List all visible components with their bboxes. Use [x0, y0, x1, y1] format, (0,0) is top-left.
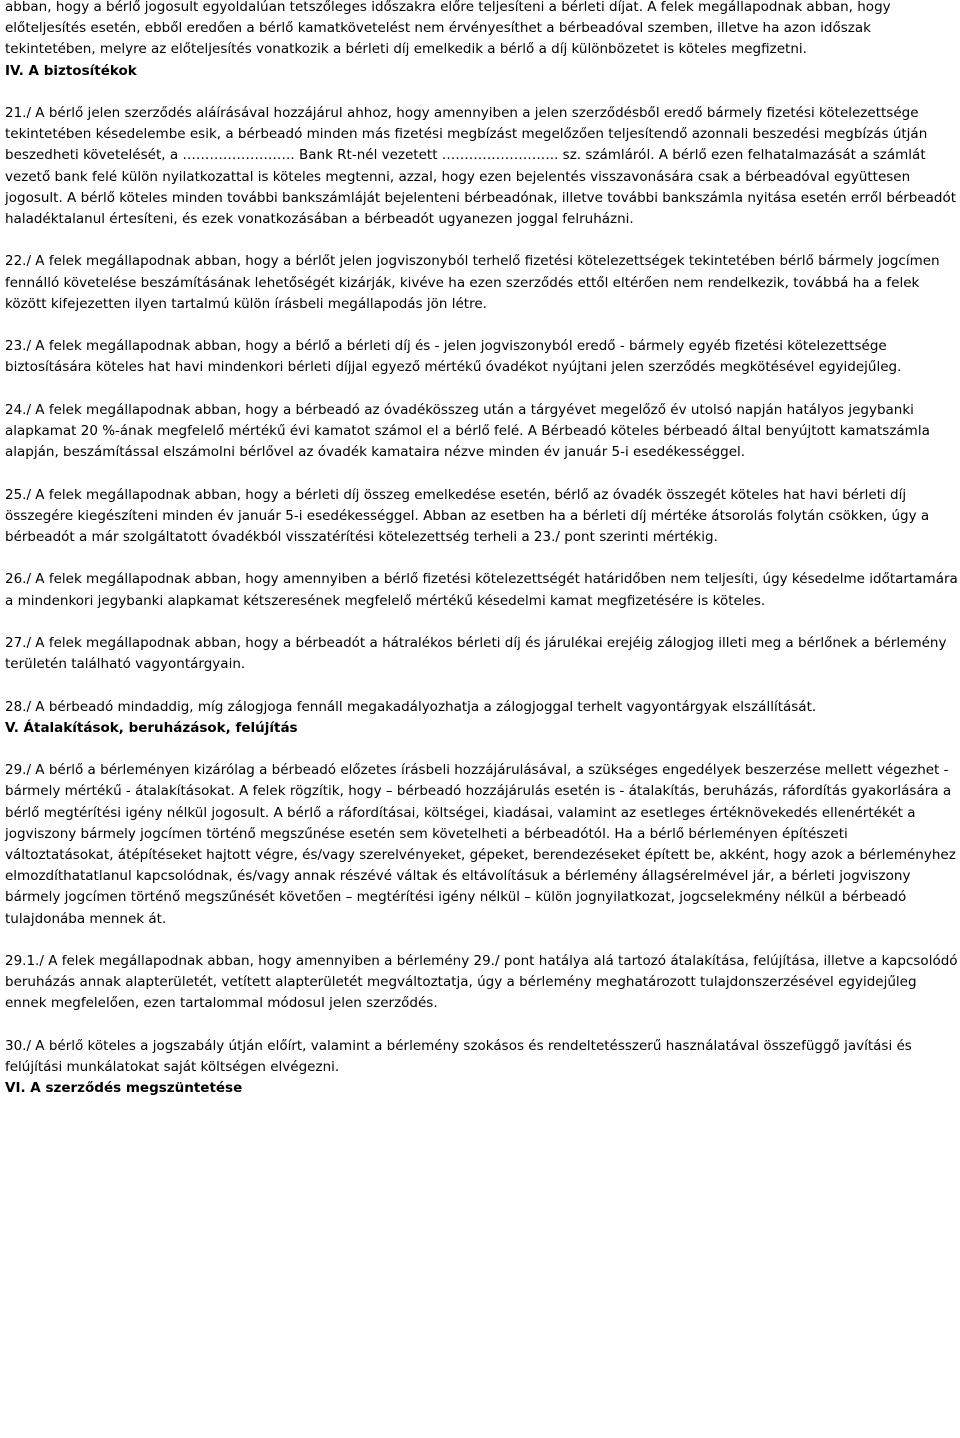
- section-heading-v: V. Átalakítások, beruházások, felújítás: [5, 719, 298, 736]
- paragraph-28: 28./ A bérbeadó mindaddig, míg zálogjoga fennáll megakadályozhatja a zálogjoggal terhelt vagyontárgyak elszállítását.: [5, 698, 817, 715]
- paragraph-23: 23./ A felek megállapodnak abban, hogy a bérlő a bérleti díj és - jelen jogviszonyból eredő - bármely egyéb fizetési kötelezettsége biztosítására köteles hat havi mindenkori bérleti díjjal egyező mértékű óvadékot nyújtani jelen szerződés megkötésével egyidejűleg.: [5, 338, 902, 376]
- paragraph-22: 22./ A felek megállapodnak abban, hogy a bérlőt jelen jogviszonyból terhelő fizetési kötelezettségek tekintetében bérlő bármely jogcímen fennálló követelése beszámításának lehetőségét kizárják, kivéve ha ezen szerződés ettől eltérően nem rendelkezik, továbbá ha a felek között kifejezetten ilyen tartalmú külön írásbeli megállapodás jön létre.: [5, 253, 940, 312]
- section-heading-vi: VI. A szerződés megszüntetése: [5, 1080, 243, 1097]
- paragraph-26: 26./ A felek megállapodnak abban, hogy amennyiben a bérlő fizetési kötelezettségét határidőben nem teljesíti, úgy késedelme időtartamára a mindenkori jegybanki alapkamat kétszeresének megfelelő mértékű késedelmi kamat megfizetésére is köteles.: [5, 571, 958, 609]
- paragraph-30: 30./ A bérlő köteles a jogszabály útján előírt, valamint a bérlemény szokásos és rendeltetésszerű használatával összefüggő javítási és felújítási munkálatokat saját költségen elvégezni.: [5, 1037, 912, 1075]
- paragraph-27: 27./ A felek megállapodnak abban, hogy a bérbeadót a hátralékos bérleti díj és járulékai erejéig zálogjog illeti meg a bérlőnek a bérlemény területén található vagyontárgyain.: [5, 634, 947, 673]
- paragraph-29: 29./ A bérlő a bérleményen kizárólag a bérbeadó előzetes írásbeli hozzájárulásával, a szükséges engedélyek beszerzése mellett végezhet - bármely mértékű - átalakításokat. A felek rögzítik, hogy – bérbeadó hozzájárulás esetén is - átalakítás, beruházás, ráfordítás gyakorlására a bérlő megtérítési igény nélkül jogosult. A bérlő a ráfordításai, költségei, kiadásai, valamint az esetleges értéknövekedés ellenértékét a jogviszony bármely jogcímen történő megszűnése esetén sem követelheti a bérbeadótól. Ha a bérlő bérleményen építészeti változtatásokat, átépítéseket hajtott végre, és/vagy szerelvényeket, gépeket, berendezéseket épített be, akként, hogy azok a bérleményhez elmozdíthatatlanul kapcsolódnak, és/vagy annak részévé váltak és eltávolításuk a bérlemény állagsérelmével jár, a bérleti jogviszony bármely jogcímen történő megszűnését követően – megtérítési igény nélkül – külön jognyilatkozat, jogcselekmény nélkül a bérbeadó tulajdonába mennek át.: [5, 762, 956, 927]
- paragraph-21: 21./ A bérlő jelen szerződés aláírásával hozzájárul ahhoz, hogy amennyiben a jelen szerződésből eredő bármely fizetési kötelezettsége tekintetében késedelembe esik, a bérbeadó minden más fizetési megbízást megelőzően teljesítendő azonnali beszedési megbízás útján beszedheti követelését, a ……………………. Bank Rt-nél vezetett …………………….. sz. számláról. A bérlő ezen felhatalmazását a számlát vezető bank felé külön nyilatkozattal is köteles megtenni, azzal, hogy ezen bejelentés visszavonására csak a bérbeadóval együttesen jogosult. A bérlő köteles minden további bankszámláját bejelenteni bérbeadónak, illetve további bankszámla nyitása esetén erről bérbeadót haladéktalanul értesíteni, és ezek vonatkozásában a bérbeadót ugyanezen joggal felruházni.: [5, 105, 957, 228]
- paragraph-25: 25./ A felek megállapodnak abban, hogy a bérleti díj összeg emelkedése esetén, bérlő az óvadék összegét köteles hat havi bérleti díj összegére kiegészíteni minden év január 5-i esedékességgel. Abban az esetben ha a bérleti díj mértéke átsorolás folytán csökken, úgy a bérbeadót a már szolgáltatott óvadékból visszatérítési kötelezettség terheli a 23./ pont szerinti mértékig.: [5, 486, 930, 545]
- paragraph-29-1: 29.1./ A felek megállapodnak abban, hogy amennyiben a bérlemény 29./ pont hatálya alá tartozó átalakítása, felújítása, illetve a kapcsolódó beruházás annak alapterületét, vetített alapterületét megváltoztatja, úgy a bérlemény meghatározott tulajdonszerzésével egyidejűleg ennek megfelelően, ezen tartalommal módosul jelen szerződés.: [5, 952, 958, 1012]
- section-heading-iv: IV. A biztosítékok: [5, 62, 137, 79]
- paragraph-24: 24./ A felek megállapodnak abban, hogy a bérbeadó az óvadékösszeg után a tárgyévet megelőző év utolsó napján hatályos jegybanki alapkamat 20 %-ának megfelelő mértékű évi kamatot számol el a bérlő felé. A Bérbeadó köteles bérbeadó által benyújtott kamatszámla alapján, beszámítással elszámolni bérlővel az óvadék kamataira nézve minden év január 5-i esedékességgel.: [5, 401, 930, 461]
- paragraph-intro-continuation: abban, hogy a bérlő jogosult egyoldalúan tetszőleges időszakra előre teljesíteni a bérleti díjat. A felek megállapodnak abban, hogy előteljesítés esetén, ebből eredően a bérlő kamatkövetelést nem érvényesíthet a bérbeadóval szemben, illetve ha azon időszak tekintetében, melyre az előteljesítés vonatkozik a bérleti díj emelkedik a bérlő a díj különbözetet is köteles megfizetni.: [5, 0, 891, 58]
